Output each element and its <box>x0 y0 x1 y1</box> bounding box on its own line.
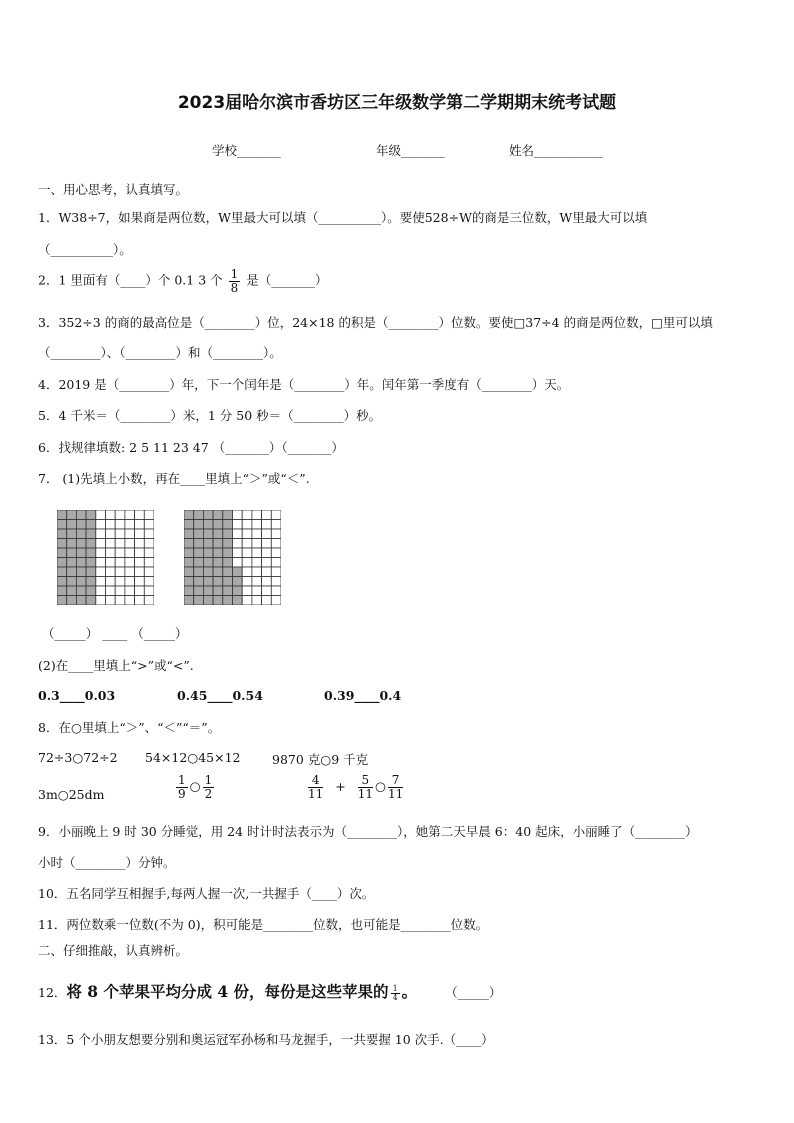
shaded-cell <box>213 567 223 577</box>
grid-cell <box>233 539 243 549</box>
q8-fraction-compare-2 <box>306 774 405 800</box>
shaded-cell <box>233 596 243 606</box>
grid-cell <box>135 510 145 520</box>
shaded-cell <box>86 548 96 558</box>
shaded-cell <box>67 520 77 530</box>
grid-cell <box>271 529 281 539</box>
grid-cell <box>106 529 116 539</box>
shaded-cell <box>203 529 213 539</box>
fraction-five-elevenths <box>358 774 373 800</box>
grid-cell <box>106 539 116 549</box>
grid-cell <box>271 548 281 558</box>
question-2-text-a: 2．1 里面有（____）个 0.1 3 个 <box>38 272 223 288</box>
question-12-text: 将 8 个苹果平均分成 4 份，每份是这些苹果的 <box>66 982 389 1001</box>
grid-cell <box>115 529 125 539</box>
shaded-cell <box>223 520 233 530</box>
grid-cell <box>242 558 252 568</box>
grid-cell <box>271 558 281 568</box>
shaded-cell <box>86 510 96 520</box>
grid-cell <box>135 567 145 577</box>
shaded-cell <box>184 539 194 549</box>
shaded-cell <box>67 567 77 577</box>
grid-cell <box>125 567 135 577</box>
grid-cell <box>144 510 154 520</box>
shaded-cell <box>67 529 77 539</box>
shaded-cell <box>194 596 204 606</box>
grid-cell <box>262 510 272 520</box>
shaded-cell <box>213 529 223 539</box>
grid-cell <box>106 558 116 568</box>
grid-cell <box>115 539 125 549</box>
grid-cell <box>144 596 154 606</box>
shaded-cell <box>184 567 194 577</box>
fraction-numerator: 1 <box>392 983 398 993</box>
grid-cell <box>252 520 262 530</box>
grid-cell <box>271 520 281 530</box>
grid-cell <box>233 529 243 539</box>
question-1-line-2: （__________）。 <box>38 242 132 257</box>
grid-cell <box>144 567 154 577</box>
grid-cell <box>125 586 135 596</box>
shaded-cell <box>57 567 67 577</box>
shaded-cell <box>67 548 77 558</box>
grid-cell <box>96 529 106 539</box>
grid-cell <box>125 520 135 530</box>
shaded-cell <box>223 510 233 520</box>
shaded-cell <box>184 520 194 530</box>
shaded-cell <box>57 577 67 587</box>
grid-cell <box>144 586 154 596</box>
grid-cell <box>106 596 116 606</box>
grid-cell <box>262 520 272 530</box>
section-2-heading: 二、仔细推敲，认真辨析。 <box>38 943 189 958</box>
fraction-denominator: 9 <box>178 786 186 801</box>
grid-cell <box>106 548 116 558</box>
shaded-cell <box>76 548 86 558</box>
shaded-cell <box>76 586 86 596</box>
grid-cell <box>233 558 243 568</box>
shaded-cell <box>57 510 67 520</box>
shaded-cell <box>203 510 213 520</box>
grid-cell <box>262 596 272 606</box>
shaded-cell <box>223 577 233 587</box>
shaded-cell <box>213 520 223 530</box>
shaded-cell <box>57 558 67 568</box>
grid-cell <box>271 567 281 577</box>
grid-cell <box>106 577 116 587</box>
shaded-cell <box>223 529 233 539</box>
grid-cell <box>271 577 281 587</box>
shaded-cell <box>194 586 204 596</box>
fraction-one-half <box>203 774 215 800</box>
shaded-cell <box>213 510 223 520</box>
grid-cell <box>135 548 145 558</box>
page-title: 2023届哈尔滨市香坊区三年级数学第二学期期末统考试题 <box>177 93 617 113</box>
shaded-cell <box>86 529 96 539</box>
grid-cell <box>242 510 252 520</box>
shaded-cell <box>223 596 233 606</box>
question-10: 10．五名同学互相握手,每两人握一次,一共握手（____）次。 <box>38 886 375 901</box>
shaded-cell <box>76 510 86 520</box>
plus-sign: + <box>335 778 346 794</box>
shaded-cell <box>213 577 223 587</box>
grid-cell <box>135 596 145 606</box>
shaded-cell <box>86 539 96 549</box>
question-12-blank: （_____） <box>445 985 502 1000</box>
grid-cell <box>242 596 252 606</box>
grid-cell <box>106 520 116 530</box>
shaded-cell <box>194 548 204 558</box>
grid-cell <box>252 577 262 587</box>
grid-cell <box>252 596 262 606</box>
shaded-cell <box>184 586 194 596</box>
q8-item-2: 54×12○45×12 <box>145 750 241 765</box>
grid-cell <box>96 520 106 530</box>
compare-3: 0.39____0.4 <box>324 688 402 703</box>
compare-1: 0.3____0.03 <box>38 688 116 703</box>
grid-cell <box>135 577 145 587</box>
grid-cell <box>144 529 154 539</box>
grid-cell <box>262 567 272 577</box>
school-field: 学校_______ <box>212 143 281 158</box>
grid-cell <box>115 520 125 530</box>
shaded-cell <box>213 586 223 596</box>
shaded-cell <box>76 529 86 539</box>
shaded-cell <box>233 567 243 577</box>
grid-cell <box>233 510 243 520</box>
grid-cell <box>262 558 272 568</box>
grid-cell <box>144 548 154 558</box>
shaded-cell <box>86 596 96 606</box>
question-1-line-1: 1．W38÷7，如果商是两位数，W里最大可以填（__________）。要使528÷W的商是三位数，W里最大可以填 <box>38 210 648 225</box>
grid-cell <box>242 548 252 558</box>
fraction-numerator: 1 <box>178 773 186 787</box>
grid-cell <box>144 539 154 549</box>
grid-cell <box>252 586 262 596</box>
fraction-numerator: 7 <box>388 774 403 788</box>
shaded-cell <box>194 529 204 539</box>
question-9-line-2: 小时（________）分钟。 <box>38 855 176 870</box>
grid-cell <box>125 577 135 587</box>
grid-cell <box>262 529 272 539</box>
question-4: 4．2019 是（________）年，下一个闰年是（________）年。闰年第一季度有（________）天。 <box>38 377 570 392</box>
grid-cell <box>271 539 281 549</box>
grid-cell <box>252 567 262 577</box>
grid-cell <box>233 548 243 558</box>
fraction-numerator: 5 <box>358 774 373 788</box>
q8-item-3: 9870 克○9 千克 <box>272 752 369 767</box>
compare-circle: ○ <box>375 778 386 794</box>
question-7: 7． (1)先填上小数，再在____里填上“＞”或“＜”. <box>38 471 310 486</box>
shaded-cell <box>57 520 67 530</box>
shaded-cell <box>76 520 86 530</box>
fraction-denominator: 8 <box>230 280 239 295</box>
fraction-one-ninth <box>176 774 188 800</box>
question-12-period: 。 <box>401 982 418 1001</box>
shaded-cell <box>223 586 233 596</box>
fraction-one-eighth <box>229 268 241 294</box>
grid-cell <box>242 520 252 530</box>
shaded-cell <box>67 586 77 596</box>
shaded-cell <box>184 577 194 587</box>
shaded-cell <box>57 539 67 549</box>
grid-cell <box>135 529 145 539</box>
grid-cell <box>125 548 135 558</box>
question-12-number: 12． <box>38 985 67 1000</box>
grid-cell <box>106 567 116 577</box>
grid-cell <box>135 558 145 568</box>
grid-cell <box>252 558 262 568</box>
question-12 <box>38 980 501 1002</box>
grid-cell <box>125 529 135 539</box>
grid-cell <box>125 510 135 520</box>
grid-cell <box>233 520 243 530</box>
hundred-grid-2 <box>184 510 281 605</box>
grid-cell <box>271 586 281 596</box>
shaded-cell <box>184 529 194 539</box>
fraction-denominator: 11 <box>308 786 324 801</box>
shaded-cell <box>203 567 213 577</box>
compare-circle: ○ <box>189 778 201 794</box>
grid-2-svg <box>184 510 281 605</box>
name-field: 姓名___________ <box>509 143 603 158</box>
shaded-cell <box>203 577 213 587</box>
question-3-line-1: 3．352÷3 的商的最高位是（________）位，24×18 的积是（________）位数。要使□37÷4 的商是两位数，□里可以填 <box>38 315 713 330</box>
shaded-cell <box>213 558 223 568</box>
grid-cell <box>262 539 272 549</box>
shaded-cell <box>184 596 194 606</box>
grid-cell <box>106 586 116 596</box>
shaded-cell <box>203 539 213 549</box>
fraction-denominator: 2 <box>204 786 213 801</box>
shaded-cell <box>57 596 67 606</box>
shaded-cell <box>203 520 213 530</box>
question-6: 6．找规律填数: 2 5 11 23 47 （_______）（_______） <box>38 440 344 455</box>
question-2-text-b: 是（_______） <box>246 272 328 288</box>
grid-cell <box>115 586 125 596</box>
shaded-cell <box>233 577 243 587</box>
shaded-cell <box>67 596 77 606</box>
grid-cell <box>115 510 125 520</box>
shaded-cell <box>184 548 194 558</box>
grid-cell <box>115 548 125 558</box>
shaded-cell <box>203 596 213 606</box>
shaded-cell <box>223 558 233 568</box>
grid-cell <box>115 596 125 606</box>
shaded-cell <box>57 529 67 539</box>
grid-cell <box>242 577 252 587</box>
grid-cell <box>125 596 135 606</box>
shaded-cell <box>86 520 96 530</box>
compare-2: 0.45____0.54 <box>177 688 263 703</box>
shaded-cell <box>86 558 96 568</box>
grid-cell <box>125 558 135 568</box>
grid-cell <box>96 586 106 596</box>
shaded-cell <box>213 548 223 558</box>
section-1-heading: 一、用心思考，认真填写。 <box>38 182 189 197</box>
shaded-cell <box>203 586 213 596</box>
grid-cell <box>242 529 252 539</box>
q8-item-4: 3m○25dm <box>38 787 105 802</box>
shaded-cell <box>194 558 204 568</box>
grid-cell <box>96 548 106 558</box>
shaded-cell <box>194 520 204 530</box>
shaded-cell <box>76 558 86 568</box>
shaded-cell <box>67 510 77 520</box>
grid-cell <box>252 529 262 539</box>
q8-fraction-compare-1 <box>174 774 216 800</box>
shaded-cell <box>203 558 213 568</box>
shaded-cell <box>223 548 233 558</box>
question-2 <box>38 268 328 294</box>
fraction-numerator: 4 <box>308 774 323 788</box>
grid-1-svg <box>57 510 154 605</box>
fraction-denominator: 11 <box>357 786 374 801</box>
grid-cell <box>242 539 252 549</box>
grid-cell <box>96 558 106 568</box>
grid-cell <box>96 510 106 520</box>
grid-cell <box>144 577 154 587</box>
fraction-denominator: 11 <box>387 786 404 801</box>
shaded-cell <box>76 577 86 587</box>
grid-cell <box>115 558 125 568</box>
hundred-grid-1 <box>57 510 154 605</box>
grid-cell <box>262 577 272 587</box>
grid-cell <box>106 510 116 520</box>
shaded-cell <box>213 596 223 606</box>
shaded-cell <box>194 577 204 587</box>
shaded-cell <box>67 539 77 549</box>
fraction-four-elevenths <box>308 774 323 800</box>
grade-field: 年级_______ <box>376 143 445 158</box>
grid-cell <box>135 586 145 596</box>
shaded-cell <box>76 596 86 606</box>
grid-cell <box>96 596 106 606</box>
shaded-cell <box>76 539 86 549</box>
grid-cell <box>96 567 106 577</box>
grid-cell <box>135 520 145 530</box>
question-3-line-2: （________）、（________）和（________）。 <box>38 345 282 360</box>
grid-cell <box>144 558 154 568</box>
shaded-cell <box>233 586 243 596</box>
shaded-cell <box>184 558 194 568</box>
shaded-cell <box>86 577 96 587</box>
shaded-cell <box>67 558 77 568</box>
shaded-cell <box>184 510 194 520</box>
grid-cell <box>252 548 262 558</box>
fraction-denominator: 4 <box>392 993 398 1002</box>
grid-cell <box>115 567 125 577</box>
shaded-cell <box>67 577 77 587</box>
grid-cell <box>252 539 262 549</box>
grid-cell <box>242 567 252 577</box>
grid-cell <box>125 539 135 549</box>
grid-cell <box>262 586 272 596</box>
question-7-answer-blanks: （_____） ____ （_____） <box>42 626 188 641</box>
shaded-cell <box>194 567 204 577</box>
grid-cell <box>271 596 281 606</box>
grid-cell <box>144 520 154 530</box>
grid-cell <box>242 586 252 596</box>
question-11: 11．两位数乘一位数(不为 0)，积可能是________位数，也可能是________位数。 <box>38 917 489 932</box>
grid-cell <box>252 510 262 520</box>
shaded-cell <box>223 567 233 577</box>
shaded-cell <box>213 539 223 549</box>
shaded-cell <box>86 567 96 577</box>
shaded-cell <box>57 586 67 596</box>
grid-cell <box>96 539 106 549</box>
fraction-numerator: 1 <box>204 773 213 787</box>
question-7-part-2: (2)在____里填上“>”或“<”. <box>38 658 194 673</box>
shaded-cell <box>86 586 96 596</box>
shaded-cell <box>223 539 233 549</box>
fraction-one-quarter <box>391 985 400 1003</box>
question-13: 13．5 个小朋友想要分别和奥运冠军孙杨和马龙握手，一共要握 10 次手.（____） <box>38 1032 494 1047</box>
shaded-cell <box>57 548 67 558</box>
q8-item-1: 72÷3○72÷2 <box>38 750 118 765</box>
grid-cell <box>262 548 272 558</box>
question-9-line-1: 9．小丽晚上 9 时 30 分睡觉，用 24 时计时法表示为（________），她第二天早晨 6：40 起床，小丽睡了（________） <box>38 824 698 839</box>
grid-cell <box>96 577 106 587</box>
shaded-cell <box>194 510 204 520</box>
question-8: 8．在○里填上“＞”、“＜”“＝”。 <box>38 720 221 735</box>
fraction-numerator: 1 <box>230 267 239 281</box>
shaded-cell <box>194 539 204 549</box>
shaded-cell <box>76 567 86 577</box>
fraction-seven-elevenths <box>388 774 403 800</box>
grid-cell <box>271 510 281 520</box>
question-5: 5．4 千米＝（________）米，1 分 50 秒＝（________）秒。 <box>38 408 382 423</box>
shaded-cell <box>203 548 213 558</box>
grid-cell <box>135 539 145 549</box>
grid-cell <box>115 577 125 587</box>
